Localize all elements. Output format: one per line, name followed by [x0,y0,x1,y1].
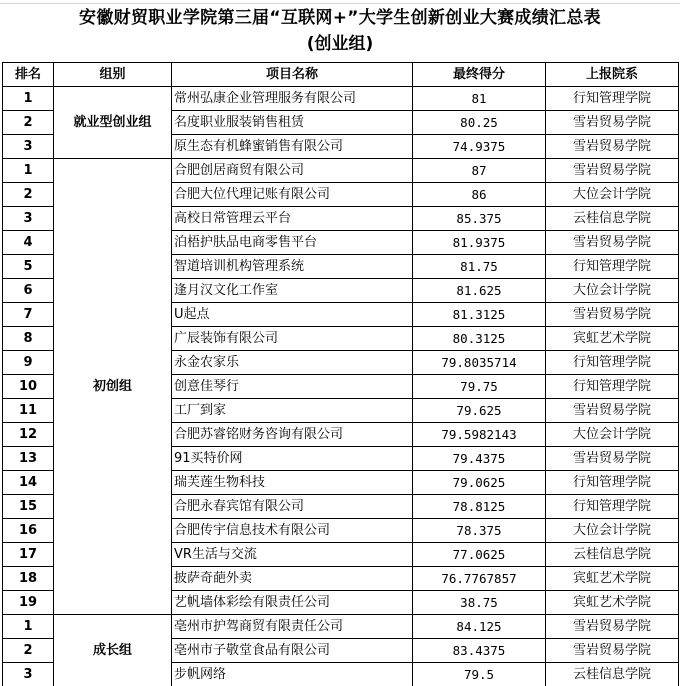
header-row [3,63,679,87]
score-cell[interactable]: 74.9375 [413,135,546,159]
project-cell[interactable]: 合肥传宇信息技术有限公司 [172,519,413,543]
college-cell[interactable]: 雪岩贸易学院 [546,231,679,255]
header-group[interactable]: 组别 [54,63,172,87]
rank-cell[interactable]: 5 [3,255,54,279]
project-cell[interactable]: VR生活与交流 [172,543,413,567]
score-cell[interactable]: 79.5982143 [413,423,546,447]
project-cell[interactable]: 瑞芙莲生物科技 [172,471,413,495]
project-cell[interactable]: 永金农家乐 [172,351,413,375]
project-cell[interactable]: 名度职业服装销售租赁 [172,111,413,135]
college-cell[interactable]: 宾虹艺术学院 [546,591,679,615]
college-cell[interactable]: 行知管理学院 [546,471,679,495]
project-cell[interactable]: 工厂到家 [172,399,413,423]
college-cell[interactable]: 云桂信息学院 [546,207,679,231]
results-table [2,62,679,686]
project-cell[interactable]: 创意佳琴行 [172,375,413,399]
college-cell[interactable]: 行知管理学院 [546,255,679,279]
college-cell[interactable]: 雪岩贸易学院 [546,303,679,327]
score-cell[interactable]: 85.375 [413,207,546,231]
score-cell[interactable]: 81.625 [413,279,546,303]
rank-cell[interactable]: 10 [3,375,54,399]
rank-cell[interactable]: 16 [3,519,54,543]
college-cell[interactable]: 雪岩贸易学院 [546,447,679,471]
college-cell[interactable]: 大位会计学院 [546,279,679,303]
college-cell[interactable]: 大位会计学院 [546,519,679,543]
project-cell[interactable]: 广辰装饰有限公司 [172,327,413,351]
score-cell[interactable]: 79.625 [413,399,546,423]
score-cell[interactable]: 81.9375 [413,231,546,255]
rank-cell[interactable]: 12 [3,423,54,447]
group-cell[interactable]: 成长组 [54,615,172,686]
college-cell[interactable]: 云桂信息学院 [546,663,679,686]
score-cell[interactable]: 80.3125 [413,327,546,351]
header-college[interactable]: 上报院系 [546,63,679,87]
rank-cell[interactable]: 1 [3,159,54,183]
rank-cell[interactable]: 1 [3,87,54,111]
rank-cell[interactable]: 18 [3,567,54,591]
project-cell[interactable]: 高校日常管理云平台 [172,207,413,231]
score-cell[interactable]: 86 [413,183,546,207]
college-cell[interactable]: 行知管理学院 [546,375,679,399]
project-cell[interactable]: U起点 [172,303,413,327]
score-cell[interactable]: 79.8035714 [413,351,546,375]
group-cell[interactable]: 就业型创业组 [54,87,172,159]
score-cell[interactable]: 87 [413,159,546,183]
rank-cell[interactable]: 19 [3,591,54,615]
college-cell[interactable]: 雪岩贸易学院 [546,159,679,183]
score-cell[interactable]: 84.125 [413,615,546,639]
project-cell[interactable]: 合肥永春宾馆有限公司 [172,495,413,519]
group-cell[interactable]: 初创组 [54,159,172,615]
score-cell[interactable]: 80.25 [413,111,546,135]
header-score[interactable]: 最终得分 [413,63,546,87]
rank-cell[interactable]: 2 [3,183,54,207]
header-rank[interactable]: 排名 [3,63,54,87]
score-cell[interactable]: 76.7767857 [413,567,546,591]
rank-cell[interactable]: 6 [3,279,54,303]
college-cell[interactable]: 行知管理学院 [546,87,679,111]
project-cell[interactable]: 合肥大位代理记账有限公司 [172,183,413,207]
header-project[interactable]: 项目名称 [172,63,413,87]
project-cell[interactable]: 原生态有机蜂蜜销售有限公司 [172,135,413,159]
project-cell[interactable]: 艺帆墙体彩绘有限责任公司 [172,591,413,615]
project-cell[interactable]: 步帆网络 [172,663,413,686]
rank-cell[interactable]: 3 [3,207,54,231]
rank-cell[interactable]: 15 [3,495,54,519]
rank-cell[interactable]: 11 [3,399,54,423]
project-cell[interactable]: 合肥苏睿铭财务咨询有限公司 [172,423,413,447]
score-cell[interactable]: 38.75 [413,591,546,615]
score-cell[interactable]: 78.375 [413,519,546,543]
sheet-top-border [0,0,680,4]
rank-cell[interactable]: 8 [3,327,54,351]
project-cell[interactable]: 泊梧护肤品电商零售平台 [172,231,413,255]
college-cell[interactable]: 雪岩贸易学院 [546,399,679,423]
rank-cell[interactable]: 2 [3,111,54,135]
college-cell[interactable]: 雪岩贸易学院 [546,135,679,159]
rank-cell[interactable]: 1 [3,615,54,639]
rank-cell[interactable]: 3 [3,663,54,686]
rank-cell[interactable]: 4 [3,231,54,255]
rank-cell[interactable]: 3 [3,135,54,159]
rank-cell[interactable]: 13 [3,447,54,471]
score-cell[interactable]: 81 [413,87,546,111]
college-cell[interactable]: 云桂信息学院 [546,543,679,567]
project-cell[interactable]: 亳州市护驾商贸有限责任公司 [172,615,413,639]
score-cell[interactable]: 83.4375 [413,639,546,663]
project-cell[interactable]: 常州弘康企业管理服务有限公司 [172,87,413,111]
college-cell[interactable]: 雪岩贸易学院 [546,111,679,135]
project-cell[interactable]: 亳州市子敬堂食品有限公司 [172,639,413,663]
college-cell[interactable]: 大位会计学院 [546,423,679,447]
rank-cell[interactable]: 7 [3,303,54,327]
project-cell[interactable]: 合肥创居商贸有限公司 [172,159,413,183]
score-cell[interactable]: 78.8125 [413,495,546,519]
college-cell[interactable]: 宾虹艺术学院 [546,567,679,591]
college-cell[interactable]: 宾虹艺术学院 [546,327,679,351]
page-subtitle: (创业组) [306,34,374,54]
score-cell[interactable]: 81.3125 [413,303,546,327]
score-cell[interactable]: 79.4375 [413,447,546,471]
college-cell[interactable]: 大位会计学院 [546,183,679,207]
rank-cell[interactable]: 14 [3,471,54,495]
rank-cell[interactable]: 17 [3,543,54,567]
college-cell[interactable]: 雪岩贸易学院 [546,615,679,639]
score-cell[interactable]: 77.0625 [413,543,546,567]
table-row [3,159,679,183]
table-row [3,615,679,639]
project-cell[interactable]: 披萨奇葩外卖 [172,567,413,591]
rank-cell[interactable]: 2 [3,639,54,663]
project-cell[interactable]: 逢月汉文化工作室 [172,279,413,303]
page-title: 安徽财贸职业学院第三届“互联网+”大学生创新创业大赛成绩汇总表 [79,8,601,28]
college-cell[interactable]: 行知管理学院 [546,351,679,375]
score-cell[interactable]: 79.0625 [413,471,546,495]
rank-cell[interactable]: 9 [3,351,54,375]
score-cell[interactable]: 79.5 [413,663,546,686]
college-cell[interactable]: 雪岩贸易学院 [546,639,679,663]
table-row [3,87,679,111]
project-cell[interactable]: 智道培训机构管理系统 [172,255,413,279]
score-cell[interactable]: 81.75 [413,255,546,279]
project-cell[interactable]: 91买特价网 [172,447,413,471]
college-cell[interactable]: 行知管理学院 [546,495,679,519]
score-cell[interactable]: 79.75 [413,375,546,399]
